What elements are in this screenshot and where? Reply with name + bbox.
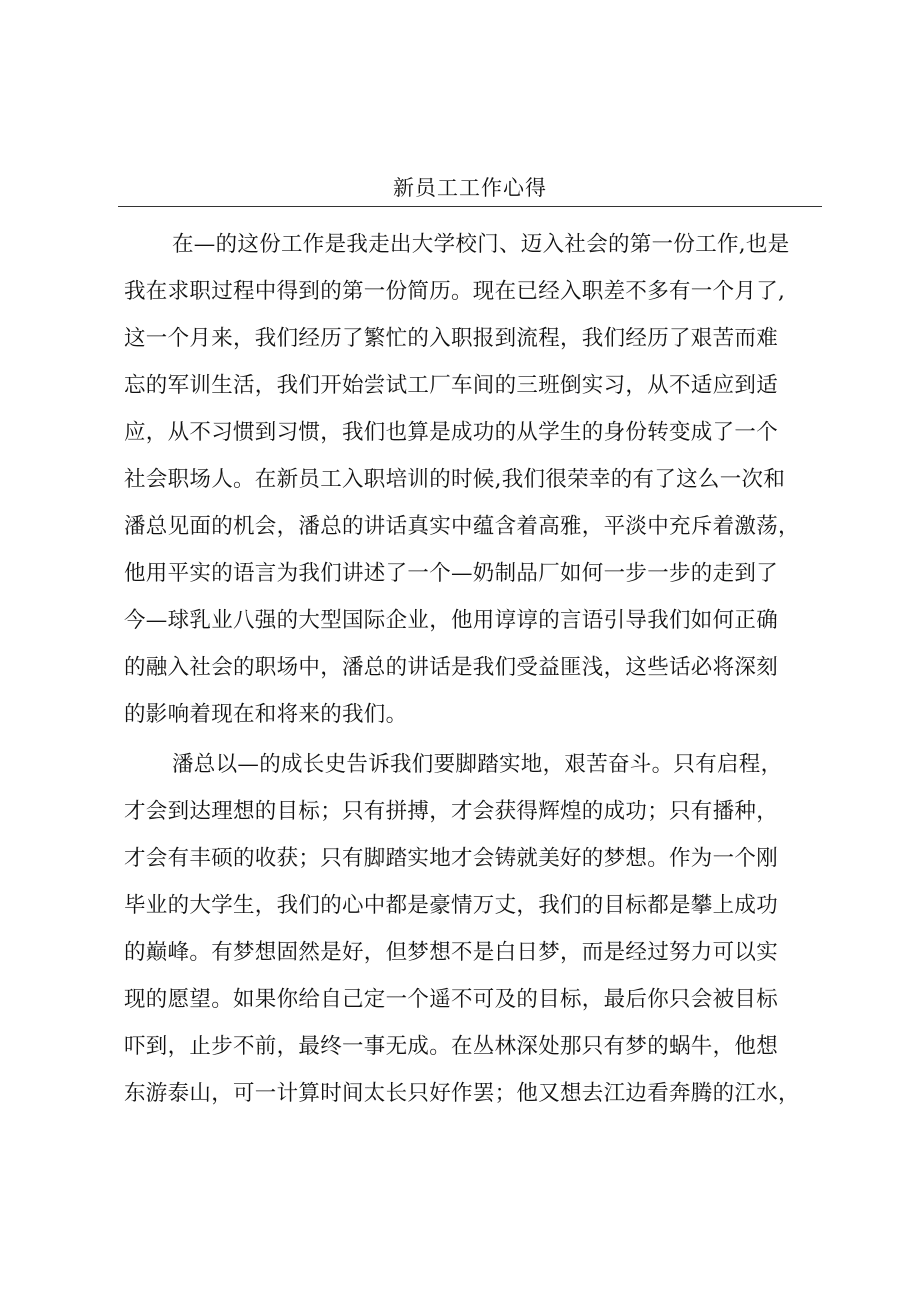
paragraph-2-line-7: 吓到，止步不前，最终一事无成。在丛林深处那只有梦的蜗牛，他想 — [124, 1034, 779, 1059]
paragraph-2-line-5: 的巅峰。有梦想固然是好，但梦想不是白日梦，而是经过努力可以实 — [124, 940, 779, 965]
paragraph-1-line-9: 今—球乳业八强的大型国际企业，他用谆谆的言语引导我们如何正确 — [124, 608, 779, 633]
paragraph-1-line-10: 的融入社会的职场中，潘总的讲话是我们受益匪浅，这些话必将深刻 — [124, 655, 779, 680]
paragraph-2-line-6: 现的愿望。如果你给自己定一个遥不可及的目标，最后你只会被目标 — [124, 987, 779, 1012]
paragraph-1-line-5: 应，从不习惯到习惯，我们也算是成功的从学生的身份转变成了一个 — [124, 420, 779, 445]
paragraph-2-line-2: 才会到达理想的目标；只有拼搏，才会获得辉煌的成功；只有播种， — [124, 799, 779, 824]
paragraph-1-line-7: 潘总见面的机会，潘总的讲话真实中蕴含着高雅，平淡中充斥着激荡， — [124, 514, 800, 539]
title-underline — [118, 206, 822, 207]
document-title: 新员工工作心得 — [393, 176, 547, 200]
paragraph-2-line-8: 东游泰山，可一计算时间太长只好作罢；他又想去江边看奔腾的江水， — [124, 1081, 800, 1106]
paragraph-2-line-1: 潘总以—的成长史告诉我们要脚踏实地，艰苦奋斗。只有启程， — [172, 752, 783, 777]
paragraph-1-line-3: 这一个月来，我们经历了繁忙的入职报到流程，我们经历了艰苦而难 — [124, 326, 779, 351]
paragraph-1-line-8: 他用平实的语言为我们讲述了一个—奶制品厂如何一步一步的走到了 — [124, 561, 779, 586]
paragraph-1-line-1: 在—的这份工作是我走出大学校门、迈入社会的第一份工作,也是 — [172, 232, 790, 257]
paragraph-1-line-4: 忘的军训生活，我们开始尝试工厂车间的三班倒实习，从不适应到适 — [124, 373, 779, 398]
paragraph-2-line-3: 才会有丰硕的收获；只有脚踏实地才会铸就美好的梦想。作为一个刚 — [124, 846, 779, 871]
paragraph-1-line-6: 社会职场人。在新员工入职培训的时候,我们很荣幸的有了这么一次和 — [124, 467, 786, 492]
paragraph-2-line-4: 毕业的大学生，我们的心中都是豪情万丈，我们的目标都是攀上成功 — [124, 893, 779, 918]
paragraph-1-line-11: 的影响着现在和将来的我们。 — [124, 702, 408, 727]
paragraph-1-line-2: 我在求职过程中得到的第一份简历。现在已经入职差不多有一个月了, — [124, 279, 786, 304]
